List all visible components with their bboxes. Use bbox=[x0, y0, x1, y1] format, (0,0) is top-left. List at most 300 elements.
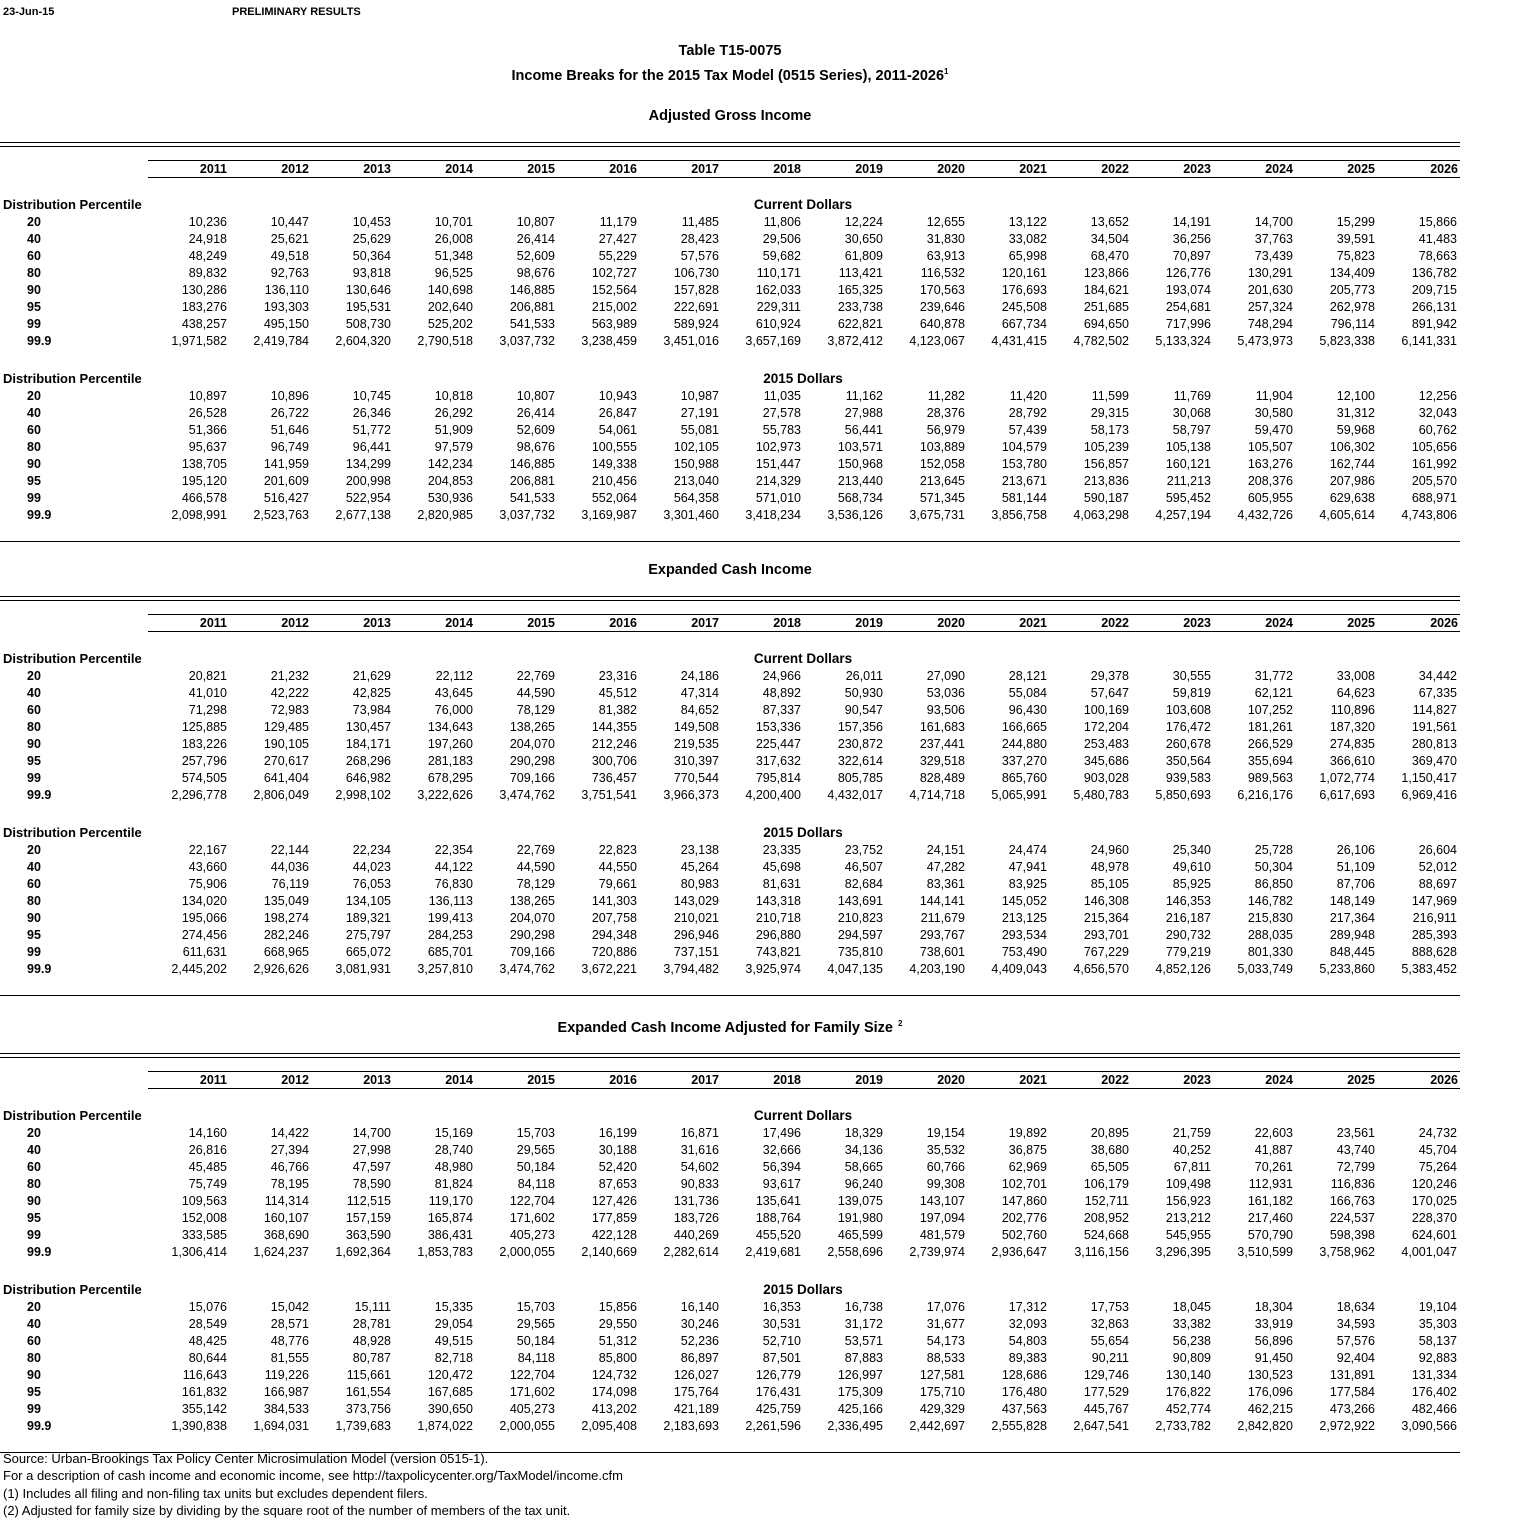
table-cell: 131,891 bbox=[1329, 1368, 1375, 1382]
percentile-label: 99.9 bbox=[27, 962, 52, 976]
table-cell: 56,441 bbox=[844, 423, 883, 437]
year-header: 2016 bbox=[609, 162, 637, 176]
table-cell: 15,111 bbox=[354, 1300, 391, 1314]
table-cell: 183,226 bbox=[181, 737, 227, 751]
percentile-label: 40 bbox=[27, 232, 41, 246]
table-cell: 128,686 bbox=[1001, 1368, 1047, 1382]
distribution-percentile-label: Distribution Percentile bbox=[3, 371, 142, 386]
table-cell: 96,749 bbox=[270, 440, 309, 454]
table-cell: 59,682 bbox=[762, 249, 801, 263]
table-cell: 10,943 bbox=[598, 389, 637, 403]
table-cell: 266,131 bbox=[1411, 300, 1457, 314]
table-cell: 51,312 bbox=[598, 1334, 637, 1348]
table-cell: 848,445 bbox=[1329, 945, 1375, 959]
section-title bbox=[0, 1019, 1460, 1036]
table-cell: 106,730 bbox=[673, 266, 719, 280]
table-cell: 284,253 bbox=[427, 928, 473, 942]
table-cell: 105,239 bbox=[1083, 440, 1129, 454]
table-cell: 11,806 bbox=[763, 215, 801, 229]
subtitle-text: Income Breaks for the 2015 Tax Model (0515 Series), 2011-2026 bbox=[511, 67, 945, 84]
table-cell: 171,602 bbox=[509, 1211, 555, 1225]
table-cell: 44,550 bbox=[598, 860, 637, 874]
table-cell: 805,785 bbox=[837, 771, 883, 785]
table-cell: 2,098,991 bbox=[171, 508, 227, 522]
table-cell: 294,597 bbox=[837, 928, 883, 942]
table-cell: 176,402 bbox=[1411, 1385, 1457, 1399]
table-cell: 15,866 bbox=[1418, 215, 1457, 229]
table-cell: 72,983 bbox=[270, 703, 309, 717]
table-cell: 3,510,599 bbox=[1237, 1245, 1293, 1259]
table-cell: 296,946 bbox=[673, 928, 719, 942]
table-row bbox=[0, 490, 1460, 507]
table-cell: 310,397 bbox=[673, 754, 719, 768]
table-cell: 429,329 bbox=[919, 1402, 965, 1416]
table-cell: 694,650 bbox=[1083, 317, 1129, 331]
table-cell: 610,924 bbox=[755, 317, 801, 331]
table-cell: 146,782 bbox=[1247, 894, 1293, 908]
table-cell: 552,064 bbox=[591, 491, 637, 505]
table-cell: 134,409 bbox=[1329, 266, 1375, 280]
table-cell: 43,645 bbox=[434, 686, 473, 700]
table-cell: 83,925 bbox=[1008, 877, 1047, 891]
year-header: 2024 bbox=[1265, 616, 1293, 630]
table-cell: 171,602 bbox=[509, 1385, 555, 1399]
table-cell: 22,167 bbox=[188, 843, 227, 857]
table-cell: 15,076 bbox=[188, 1300, 227, 1314]
table-cell: 28,740 bbox=[434, 1143, 473, 1157]
table-cell: 22,769 bbox=[516, 669, 555, 683]
table-row bbox=[0, 842, 1460, 859]
table-cell: 55,229 bbox=[598, 249, 637, 263]
table-cell: 4,743,806 bbox=[1401, 508, 1457, 522]
table-cell: 63,913 bbox=[926, 249, 965, 263]
table-cell: 289,948 bbox=[1329, 928, 1375, 942]
table-cell: 46,507 bbox=[844, 860, 883, 874]
table-cell: 197,094 bbox=[919, 1211, 965, 1225]
table-id: Table T15-0075 bbox=[678, 43, 782, 59]
table-cell: 61,809 bbox=[844, 249, 883, 263]
table-cell: 28,781 bbox=[352, 1317, 391, 1331]
table-cell: 210,823 bbox=[837, 911, 883, 925]
table-cell: 31,616 bbox=[680, 1143, 719, 1157]
table-row bbox=[0, 473, 1460, 490]
table-cell: 200,998 bbox=[345, 474, 391, 488]
table-cell: 122,704 bbox=[509, 1368, 555, 1382]
percentile-label: 80 bbox=[27, 1177, 41, 1191]
table-cell: 64,623 bbox=[1336, 686, 1375, 700]
table-cell: 32,666 bbox=[762, 1143, 801, 1157]
table-cell: 5,473,973 bbox=[1237, 334, 1293, 348]
table-cell: 46,766 bbox=[270, 1160, 309, 1174]
dollar-basis-label: 2015 Dollars bbox=[763, 1282, 843, 1297]
table-cell: 300,706 bbox=[591, 754, 637, 768]
table-cell: 598,398 bbox=[1329, 1228, 1375, 1242]
table-cell: 26,008 bbox=[434, 232, 473, 246]
table-cell: 140,698 bbox=[427, 283, 473, 297]
table-cell: 124,732 bbox=[591, 1368, 637, 1382]
table-cell: 48,980 bbox=[434, 1160, 473, 1174]
table-row bbox=[0, 265, 1460, 282]
table-cell: 11,162 bbox=[845, 389, 883, 403]
table-cell: 11,179 bbox=[599, 215, 637, 229]
table-cell: 244,880 bbox=[1001, 737, 1047, 751]
table-cell: 50,184 bbox=[516, 1334, 555, 1348]
table-cell: 41,887 bbox=[1254, 1143, 1293, 1157]
percentile-label: 99 bbox=[27, 1402, 41, 1416]
table-cell: 2,445,202 bbox=[171, 962, 227, 976]
table-cell: 157,159 bbox=[345, 1211, 391, 1225]
table-cell: 44,036 bbox=[270, 860, 309, 874]
table-cell: 39,591 bbox=[1336, 232, 1375, 246]
table-cell: 76,119 bbox=[271, 877, 309, 891]
table-cell: 191,561 bbox=[1411, 720, 1457, 734]
table-cell: 107,252 bbox=[1247, 703, 1293, 717]
year-header: 2012 bbox=[281, 616, 309, 630]
dollar-basis-label: Current Dollars bbox=[753, 1108, 853, 1123]
table-cell: 49,515 bbox=[434, 1334, 473, 1348]
table-cell: 5,383,452 bbox=[1401, 962, 1457, 976]
table-cell: 57,576 bbox=[1336, 1334, 1375, 1348]
table-cell: 99,308 bbox=[926, 1177, 965, 1191]
table-cell: 16,738 bbox=[844, 1300, 883, 1314]
table-cell: 175,710 bbox=[919, 1385, 965, 1399]
year-header: 2011 bbox=[199, 1073, 227, 1087]
table-cell: 466,578 bbox=[181, 491, 227, 505]
table-cell: 156,857 bbox=[1083, 457, 1129, 471]
year-header: 2015 bbox=[527, 616, 555, 630]
percentile-label: 40 bbox=[27, 860, 41, 874]
distribution-percentile-label: Distribution Percentile bbox=[3, 825, 142, 840]
percentile-label: 40 bbox=[27, 686, 41, 700]
table-cell: 4,123,067 bbox=[909, 334, 965, 348]
table-cell: 183,276 bbox=[181, 300, 227, 314]
table-row bbox=[0, 719, 1460, 736]
table-cell: 215,364 bbox=[1083, 911, 1129, 925]
table-cell: 166,763 bbox=[1329, 1194, 1375, 1208]
table-cell: 4,605,614 bbox=[1319, 508, 1375, 522]
distribution-percentile-label: Distribution Percentile bbox=[3, 1282, 142, 1297]
table-cell: 33,008 bbox=[1336, 669, 1375, 683]
table-cell: 91,450 bbox=[1254, 1351, 1293, 1365]
table-cell: 151,447 bbox=[755, 457, 801, 471]
table-cell: 3,751,541 bbox=[581, 788, 637, 802]
year-header: 2021 bbox=[1019, 1073, 1047, 1087]
table-row bbox=[0, 668, 1460, 685]
table-cell: 98,676 bbox=[516, 266, 555, 280]
table-cell: 59,470 bbox=[1254, 423, 1293, 437]
year-header: 2015 bbox=[527, 162, 555, 176]
year-header: 2017 bbox=[691, 162, 719, 176]
table-cell: 45,512 bbox=[598, 686, 637, 700]
year-header: 2012 bbox=[281, 1073, 309, 1087]
table-cell: 405,273 bbox=[509, 1228, 555, 1242]
table-cell: 87,706 bbox=[1336, 877, 1375, 891]
table-cell: 26,528 bbox=[188, 406, 227, 420]
table-cell: 44,122 bbox=[434, 860, 473, 874]
table-cell: 891,942 bbox=[1411, 317, 1457, 331]
table-cell: 3,474,762 bbox=[499, 962, 555, 976]
table-cell: 51,366 bbox=[188, 423, 227, 437]
table-cell: 29,565 bbox=[516, 1143, 555, 1157]
table-cell: 293,701 bbox=[1083, 928, 1129, 942]
table-cell: 67,811 bbox=[1173, 1160, 1211, 1174]
percentile-label: 95 bbox=[27, 1211, 41, 1225]
table-cell: 105,656 bbox=[1411, 440, 1457, 454]
table-cell: 709,166 bbox=[509, 945, 555, 959]
year-header: 2013 bbox=[363, 162, 391, 176]
table-cell: 36,875 bbox=[1008, 1143, 1047, 1157]
table-row bbox=[0, 1159, 1460, 1176]
table-row bbox=[0, 333, 1460, 350]
table-cell: 2,790,518 bbox=[417, 334, 473, 348]
table-cell: 541,533 bbox=[509, 317, 555, 331]
table-cell: 58,137 bbox=[1418, 1334, 1457, 1348]
table-cell: 45,698 bbox=[762, 860, 801, 874]
table-cell: 16,140 bbox=[680, 1300, 719, 1314]
table-cell: 144,355 bbox=[591, 720, 637, 734]
table-cell: 770,544 bbox=[673, 771, 719, 785]
table-cell: 28,571 bbox=[270, 1317, 309, 1331]
table-cell: 10,807 bbox=[516, 215, 555, 229]
table-cell: 95,637 bbox=[188, 440, 227, 454]
table-cell: 2,000,055 bbox=[499, 1419, 555, 1433]
year-header: 2016 bbox=[609, 616, 637, 630]
table-cell: 33,082 bbox=[1008, 232, 1047, 246]
table-cell: 530,936 bbox=[427, 491, 473, 505]
table-cell: 50,364 bbox=[352, 249, 391, 263]
table-cell: 6,216,176 bbox=[1237, 788, 1293, 802]
table-cell: 3,169,987 bbox=[581, 508, 637, 522]
table-cell: 134,299 bbox=[345, 457, 391, 471]
table-cell: 33,382 bbox=[1172, 1317, 1211, 1331]
table-cell: 167,685 bbox=[427, 1385, 473, 1399]
table-cell: 455,520 bbox=[755, 1228, 801, 1242]
table-cell: 40,252 bbox=[1172, 1143, 1211, 1157]
table-cell: 79,661 bbox=[598, 877, 637, 891]
percentile-label: 60 bbox=[27, 877, 41, 891]
percentile-label: 99 bbox=[27, 317, 41, 331]
table-cell: 160,107 bbox=[263, 1211, 309, 1225]
table-cell: 1,971,582 bbox=[171, 334, 227, 348]
table-cell: 35,532 bbox=[926, 1143, 965, 1157]
table-cell: 1,739,683 bbox=[335, 1419, 391, 1433]
table-cell: 93,617 bbox=[762, 1177, 801, 1191]
table-cell: 28,792 bbox=[1008, 406, 1047, 420]
table-cell: 564,358 bbox=[673, 491, 719, 505]
table-cell: 22,603 bbox=[1254, 1126, 1293, 1140]
percentile-label: 60 bbox=[27, 1334, 41, 1348]
table-cell: 33,919 bbox=[1254, 1317, 1293, 1331]
percentile-label: 95 bbox=[27, 754, 41, 768]
table-cell: 114,314 bbox=[264, 1194, 309, 1208]
table-cell: 96,240 bbox=[844, 1177, 883, 1191]
table-cell: 440,269 bbox=[673, 1228, 719, 1242]
table-cell: 10,453 bbox=[352, 215, 391, 229]
table-cell: 3,116,156 bbox=[1074, 1245, 1129, 1259]
table-cell: 51,646 bbox=[270, 423, 309, 437]
table-cell: 90,211 bbox=[1091, 1351, 1129, 1365]
table-cell: 473,266 bbox=[1329, 1402, 1375, 1416]
table-cell: 78,129 bbox=[516, 703, 555, 717]
table-cell: 563,989 bbox=[591, 317, 637, 331]
table-cell: 86,850 bbox=[1254, 877, 1293, 891]
table-cell: 70,897 bbox=[1172, 249, 1211, 263]
table-cell: 4,656,570 bbox=[1073, 962, 1129, 976]
table-cell: 5,065,991 bbox=[991, 788, 1047, 802]
table-cell: 5,233,860 bbox=[1319, 962, 1375, 976]
table-cell: 150,968 bbox=[837, 457, 883, 471]
table-cell: 52,710 bbox=[762, 1334, 801, 1348]
year-header: 2014 bbox=[445, 1073, 473, 1087]
table-cell: 495,150 bbox=[263, 317, 309, 331]
table-cell: 25,629 bbox=[352, 232, 391, 246]
section-divider bbox=[0, 142, 1460, 147]
table-cell: 146,885 bbox=[509, 457, 555, 471]
table-row bbox=[0, 1350, 1460, 1367]
table-cell: 87,337 bbox=[762, 703, 801, 717]
table-cell: 83,361 bbox=[926, 877, 965, 891]
table-cell: 262,978 bbox=[1329, 300, 1375, 314]
table-cell: 12,100 bbox=[1336, 389, 1375, 403]
table-cell: 190,105 bbox=[263, 737, 309, 751]
year-header: 2023 bbox=[1183, 1073, 1211, 1087]
table-cell: 84,652 bbox=[680, 703, 719, 717]
table-cell: 421,189 bbox=[673, 1402, 719, 1416]
table-cell: 206,881 bbox=[509, 474, 555, 488]
table-cell: 678,295 bbox=[427, 771, 473, 785]
table-cell: 989,563 bbox=[1247, 771, 1293, 785]
table-cell: 59,819 bbox=[1172, 686, 1211, 700]
table-cell: 3,474,762 bbox=[499, 788, 555, 802]
table-cell: 129,485 bbox=[263, 720, 309, 734]
table-cell: 3,536,126 bbox=[827, 508, 883, 522]
percentile-label: 40 bbox=[27, 1317, 41, 1331]
table-cell: 197,260 bbox=[427, 737, 473, 751]
table-cell: 2,604,320 bbox=[335, 334, 391, 348]
table-cell: 1,306,414 bbox=[171, 1245, 227, 1259]
table-cell: 30,555 bbox=[1172, 669, 1211, 683]
table-cell: 47,941 bbox=[1008, 860, 1047, 874]
table-cell: 11,599 bbox=[1091, 389, 1129, 403]
table-cell: 59,968 bbox=[1336, 423, 1375, 437]
table-cell: 138,705 bbox=[181, 457, 227, 471]
table-cell: 32,043 bbox=[1418, 406, 1457, 420]
table-cell: 90,809 bbox=[1172, 1351, 1211, 1365]
table-cell: 2,842,820 bbox=[1237, 1419, 1293, 1433]
table-cell: 422,128 bbox=[591, 1228, 637, 1242]
table-cell: 202,640 bbox=[427, 300, 473, 314]
year-header: 2020 bbox=[937, 616, 965, 630]
table-cell: 668,965 bbox=[263, 945, 309, 959]
table-cell: 50,930 bbox=[844, 686, 883, 700]
percentile-label: 99 bbox=[27, 771, 41, 785]
year-header: 2016 bbox=[609, 1073, 637, 1087]
table-cell: 92,883 bbox=[1418, 1351, 1457, 1365]
table-cell: 25,728 bbox=[1254, 843, 1293, 857]
table-cell: 147,860 bbox=[1001, 1194, 1047, 1208]
section-title bbox=[0, 108, 1460, 124]
table-cell: 29,315 bbox=[1090, 406, 1129, 420]
section-end-rule bbox=[0, 995, 1460, 996]
table-cell: 1,694,031 bbox=[253, 1419, 309, 1433]
table-row bbox=[0, 736, 1460, 753]
table-cell: 11,904 bbox=[1255, 389, 1293, 403]
table-cell: 81,382 bbox=[598, 703, 637, 717]
table-cell: 2,000,055 bbox=[499, 1245, 555, 1259]
table-cell: 337,270 bbox=[1001, 754, 1047, 768]
table-cell: 32,093 bbox=[1008, 1317, 1047, 1331]
table-cell: 206,881 bbox=[509, 300, 555, 314]
table-row bbox=[0, 1418, 1460, 1435]
table-cell: 3,296,395 bbox=[1155, 1245, 1211, 1259]
table-cell: 622,821 bbox=[837, 317, 883, 331]
table-cell: 508,730 bbox=[345, 317, 391, 331]
table-cell: 51,909 bbox=[434, 423, 473, 437]
table-cell: 2,419,784 bbox=[253, 334, 309, 348]
percentile-label: 90 bbox=[27, 1194, 41, 1208]
table-cell: 89,832 bbox=[188, 266, 227, 280]
table-cell: 161,182 bbox=[1247, 1194, 1293, 1208]
table-cell: 25,621 bbox=[270, 232, 309, 246]
table-cell: 294,348 bbox=[591, 928, 637, 942]
table-cell: 103,571 bbox=[837, 440, 883, 454]
table-cell: 865,760 bbox=[1001, 771, 1047, 785]
table-cell: 1,874,022 bbox=[417, 1419, 473, 1433]
percentile-label: 99.9 bbox=[27, 1419, 52, 1433]
table-cell: 27,578 bbox=[762, 406, 801, 420]
table-cell: 114,827 bbox=[1412, 703, 1457, 717]
year-header: 2018 bbox=[773, 616, 801, 630]
table-cell: 113,421 bbox=[838, 266, 883, 280]
table-cell: 15,042 bbox=[270, 1300, 309, 1314]
table-cell: 52,609 bbox=[516, 423, 555, 437]
table-cell: 12,224 bbox=[844, 215, 883, 229]
percentile-label: 20 bbox=[27, 669, 41, 683]
table-cell: 75,264 bbox=[1418, 1160, 1457, 1174]
table-cell: 3,856,758 bbox=[991, 508, 1047, 522]
table-cell: 525,202 bbox=[427, 317, 473, 331]
table-row bbox=[0, 388, 1460, 405]
table-cell: 51,772 bbox=[352, 423, 391, 437]
year-header: 2020 bbox=[937, 1073, 965, 1087]
table-cell: 166,665 bbox=[1001, 720, 1047, 734]
table-cell: 52,236 bbox=[680, 1334, 719, 1348]
table-cell: 31,677 bbox=[926, 1317, 965, 1331]
table-cell: 3,090,566 bbox=[1401, 1419, 1457, 1433]
table-cell: 207,758 bbox=[591, 911, 637, 925]
table-cell: 11,282 bbox=[927, 389, 965, 403]
table-cell: 369,470 bbox=[1411, 754, 1457, 768]
table-cell: 85,105 bbox=[1090, 877, 1129, 891]
table-cell: 41,010 bbox=[188, 686, 227, 700]
table-cell: 144,141 bbox=[919, 894, 965, 908]
table-cell: 445,767 bbox=[1083, 1402, 1129, 1416]
table-cell: 202,776 bbox=[1001, 1211, 1047, 1225]
table-cell: 3,222,626 bbox=[417, 788, 473, 802]
percentile-label: 20 bbox=[27, 389, 41, 403]
table-cell: 36,256 bbox=[1172, 232, 1211, 246]
table-cell: 177,584 bbox=[1329, 1385, 1375, 1399]
table-cell: 89,383 bbox=[1008, 1351, 1047, 1365]
table-cell: 176,096 bbox=[1247, 1385, 1293, 1399]
table-cell: 317,632 bbox=[755, 754, 801, 768]
table-cell: 41,483 bbox=[1418, 232, 1457, 246]
section-divider bbox=[0, 1053, 1460, 1058]
table-cell: 4,001,047 bbox=[1401, 1245, 1457, 1259]
table-row bbox=[0, 422, 1460, 439]
table-cell: 161,683 bbox=[919, 720, 965, 734]
year-header: 2015 bbox=[527, 1073, 555, 1087]
